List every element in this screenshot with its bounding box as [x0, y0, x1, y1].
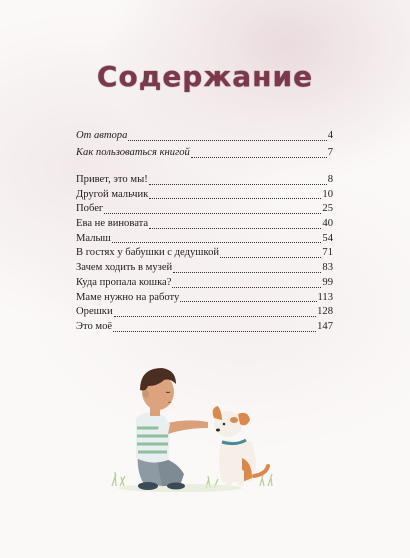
toc-entry-page: 25 — [322, 203, 333, 215]
toc-entry-title: В гостях у бабушки с дедушкой — [76, 247, 220, 259]
toc-entry[interactable] — [76, 276, 333, 291]
dog — [213, 406, 268, 486]
toc-entry-page: 54 — [322, 232, 333, 244]
toc-entry[interactable] — [76, 305, 333, 320]
toc-entry[interactable] — [76, 217, 333, 232]
page-title: Содержание — [96, 60, 314, 93]
toc-entry-title: Зачем ходить в музей — [76, 262, 173, 274]
toc-entry-page: 8 — [327, 174, 333, 185]
toc-entry-page: 7 — [327, 147, 333, 158]
toc-entry-page: 128 — [317, 306, 333, 318]
toc-entry-page: 113 — [317, 291, 333, 303]
toc-intro — [76, 127, 333, 161]
toc-entry[interactable] — [76, 144, 333, 161]
dot-leader — [191, 156, 327, 158]
dot-leader — [113, 330, 316, 332]
toc-entry-page: 40 — [322, 218, 333, 230]
toc-entry[interactable] — [76, 291, 333, 306]
dot-leader — [114, 315, 316, 317]
toc-chapters — [76, 173, 333, 335]
toc-entry[interactable] — [76, 173, 333, 188]
toc-entry-page: 99 — [322, 276, 333, 288]
dot-leader — [149, 197, 321, 199]
toc-entry-title: Это моё — [76, 320, 113, 332]
toc-entry-title: Орешки — [76, 306, 113, 318]
toc-entry-page: 71 — [322, 247, 333, 259]
dot-leader — [128, 139, 326, 141]
toc-entry-page: 147 — [317, 320, 333, 332]
toc-entry-page: 4 — [327, 130, 333, 141]
toc-entry[interactable] — [76, 246, 333, 261]
dot-leader — [172, 286, 321, 288]
toc-entry-title: Малыш — [76, 232, 111, 244]
boy-and-dog-illustration — [110, 358, 290, 498]
dot-leader — [104, 212, 321, 214]
toc-entry-title: Куда пропала кошка? — [76, 276, 172, 288]
toc-entry[interactable] — [76, 127, 333, 144]
toc-entry[interactable] — [76, 261, 333, 276]
boy — [136, 368, 208, 490]
toc-entry-title: Как пользоваться книгой — [76, 147, 190, 158]
toc-entry-title: От автора — [76, 130, 128, 141]
toc-entry-title: Маме нужно на работу — [76, 291, 180, 303]
toc-entry[interactable] — [76, 202, 333, 217]
dot-leader — [220, 256, 321, 258]
toc-entry-title: Привет, это мы! — [76, 174, 148, 185]
dot-leader — [112, 241, 322, 243]
toc-entry-title: Ева не виновата — [76, 218, 149, 230]
dot-leader — [149, 183, 327, 185]
toc-entry-title: Другой мальчик — [76, 188, 149, 200]
toc-entry[interactable] — [76, 188, 333, 203]
toc-entry-title: Побег — [76, 203, 104, 215]
dot-leader — [173, 271, 321, 273]
toc-entry-page: 10 — [322, 188, 333, 200]
toc-entry-page: 83 — [322, 262, 333, 274]
toc-entry[interactable] — [76, 320, 333, 335]
dot-leader — [180, 300, 316, 302]
dot-leader — [149, 227, 321, 229]
toc-entry[interactable] — [76, 232, 333, 247]
